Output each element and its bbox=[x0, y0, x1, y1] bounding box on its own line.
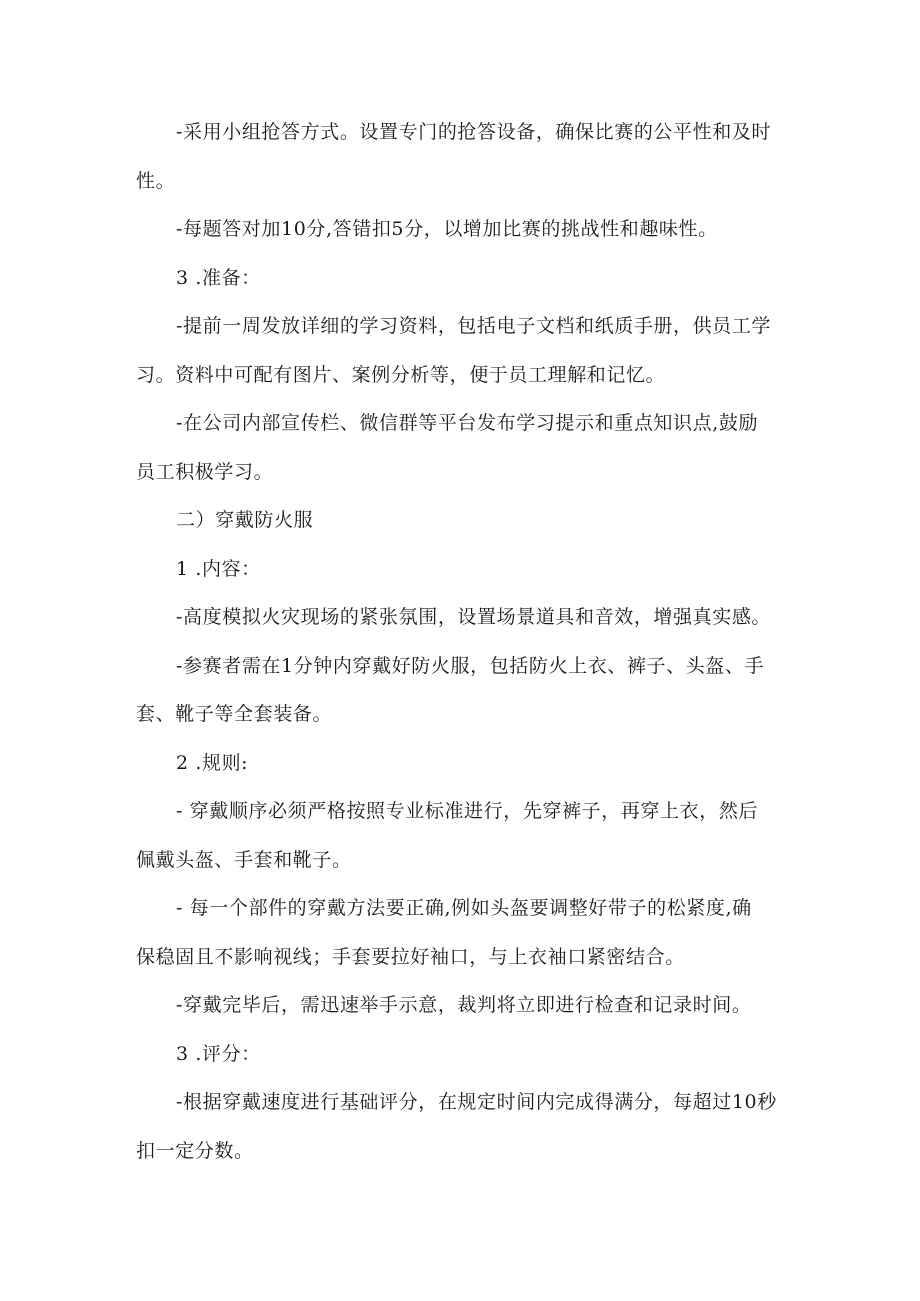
paragraph-line: 性。 bbox=[136, 170, 176, 192]
paragraph-line: - 穿戴顺序必须严格按照专业标准进行，先穿裤子，再穿上衣，然后 bbox=[176, 800, 759, 822]
section-heading: 3 .评分： bbox=[176, 1043, 261, 1065]
paragraph-line: -根据穿戴速度进行基础评分，在规定时间内完成得满分，每超过10秒 bbox=[176, 1091, 777, 1113]
paragraph-line: 习。资料中可配有图片、案例分析等，便于员工理解和记忆。 bbox=[136, 364, 666, 386]
paragraph-line: 佩戴头盔、手套和靴子。 bbox=[136, 849, 352, 871]
paragraph-line: -每题答对加10分,答错扣5分，以增加比赛的挑战性和趣味性。 bbox=[176, 218, 718, 240]
paragraph-line: 扣一定分数。 bbox=[136, 1140, 254, 1162]
paragraph-line: 员工积极学习。 bbox=[136, 461, 274, 483]
paragraph-line: -提前一周发放详细的学习资料，包括电子文档和纸质手册，供员工学 bbox=[176, 315, 772, 337]
paragraph-line: - 每一个部件的穿戴方法要正确,例如头盔要调整好带子的松紧度,确 bbox=[176, 897, 752, 919]
section-heading: 二）穿戴防火服 bbox=[176, 509, 314, 531]
paragraph-line: -参赛者需在1分钟内穿戴好防火服，包括防火上衣、裤子、头盔、手 bbox=[176, 655, 765, 677]
paragraph-line: -高度模拟火灾现场的紧张氛围，设置场景道具和音效，增强真实感。 bbox=[176, 606, 772, 628]
paragraph-line: 保稳固且不影响视线；手套要拉好袖口，与上衣袖口紧密结合。 bbox=[136, 946, 685, 968]
paragraph-line: -穿戴完毕后，需迅速举手示意，裁判将立即进行检查和记录时间。 bbox=[176, 994, 752, 1016]
section-heading: 1 .内容： bbox=[176, 558, 261, 580]
paragraph-line: 套、靴子等全套装备。 bbox=[136, 703, 333, 725]
section-heading: 2 .规则: bbox=[176, 752, 249, 774]
paragraph-line: -采用小组抢答方式。设置专门的抢答设备，确保比赛的公平性和及时 bbox=[176, 121, 772, 143]
section-heading: 3 .准备： bbox=[176, 267, 261, 289]
paragraph-line: -在公司内部宣传栏、微信群等平台发布学习提示和重点知识点,鼓励 bbox=[176, 412, 759, 434]
